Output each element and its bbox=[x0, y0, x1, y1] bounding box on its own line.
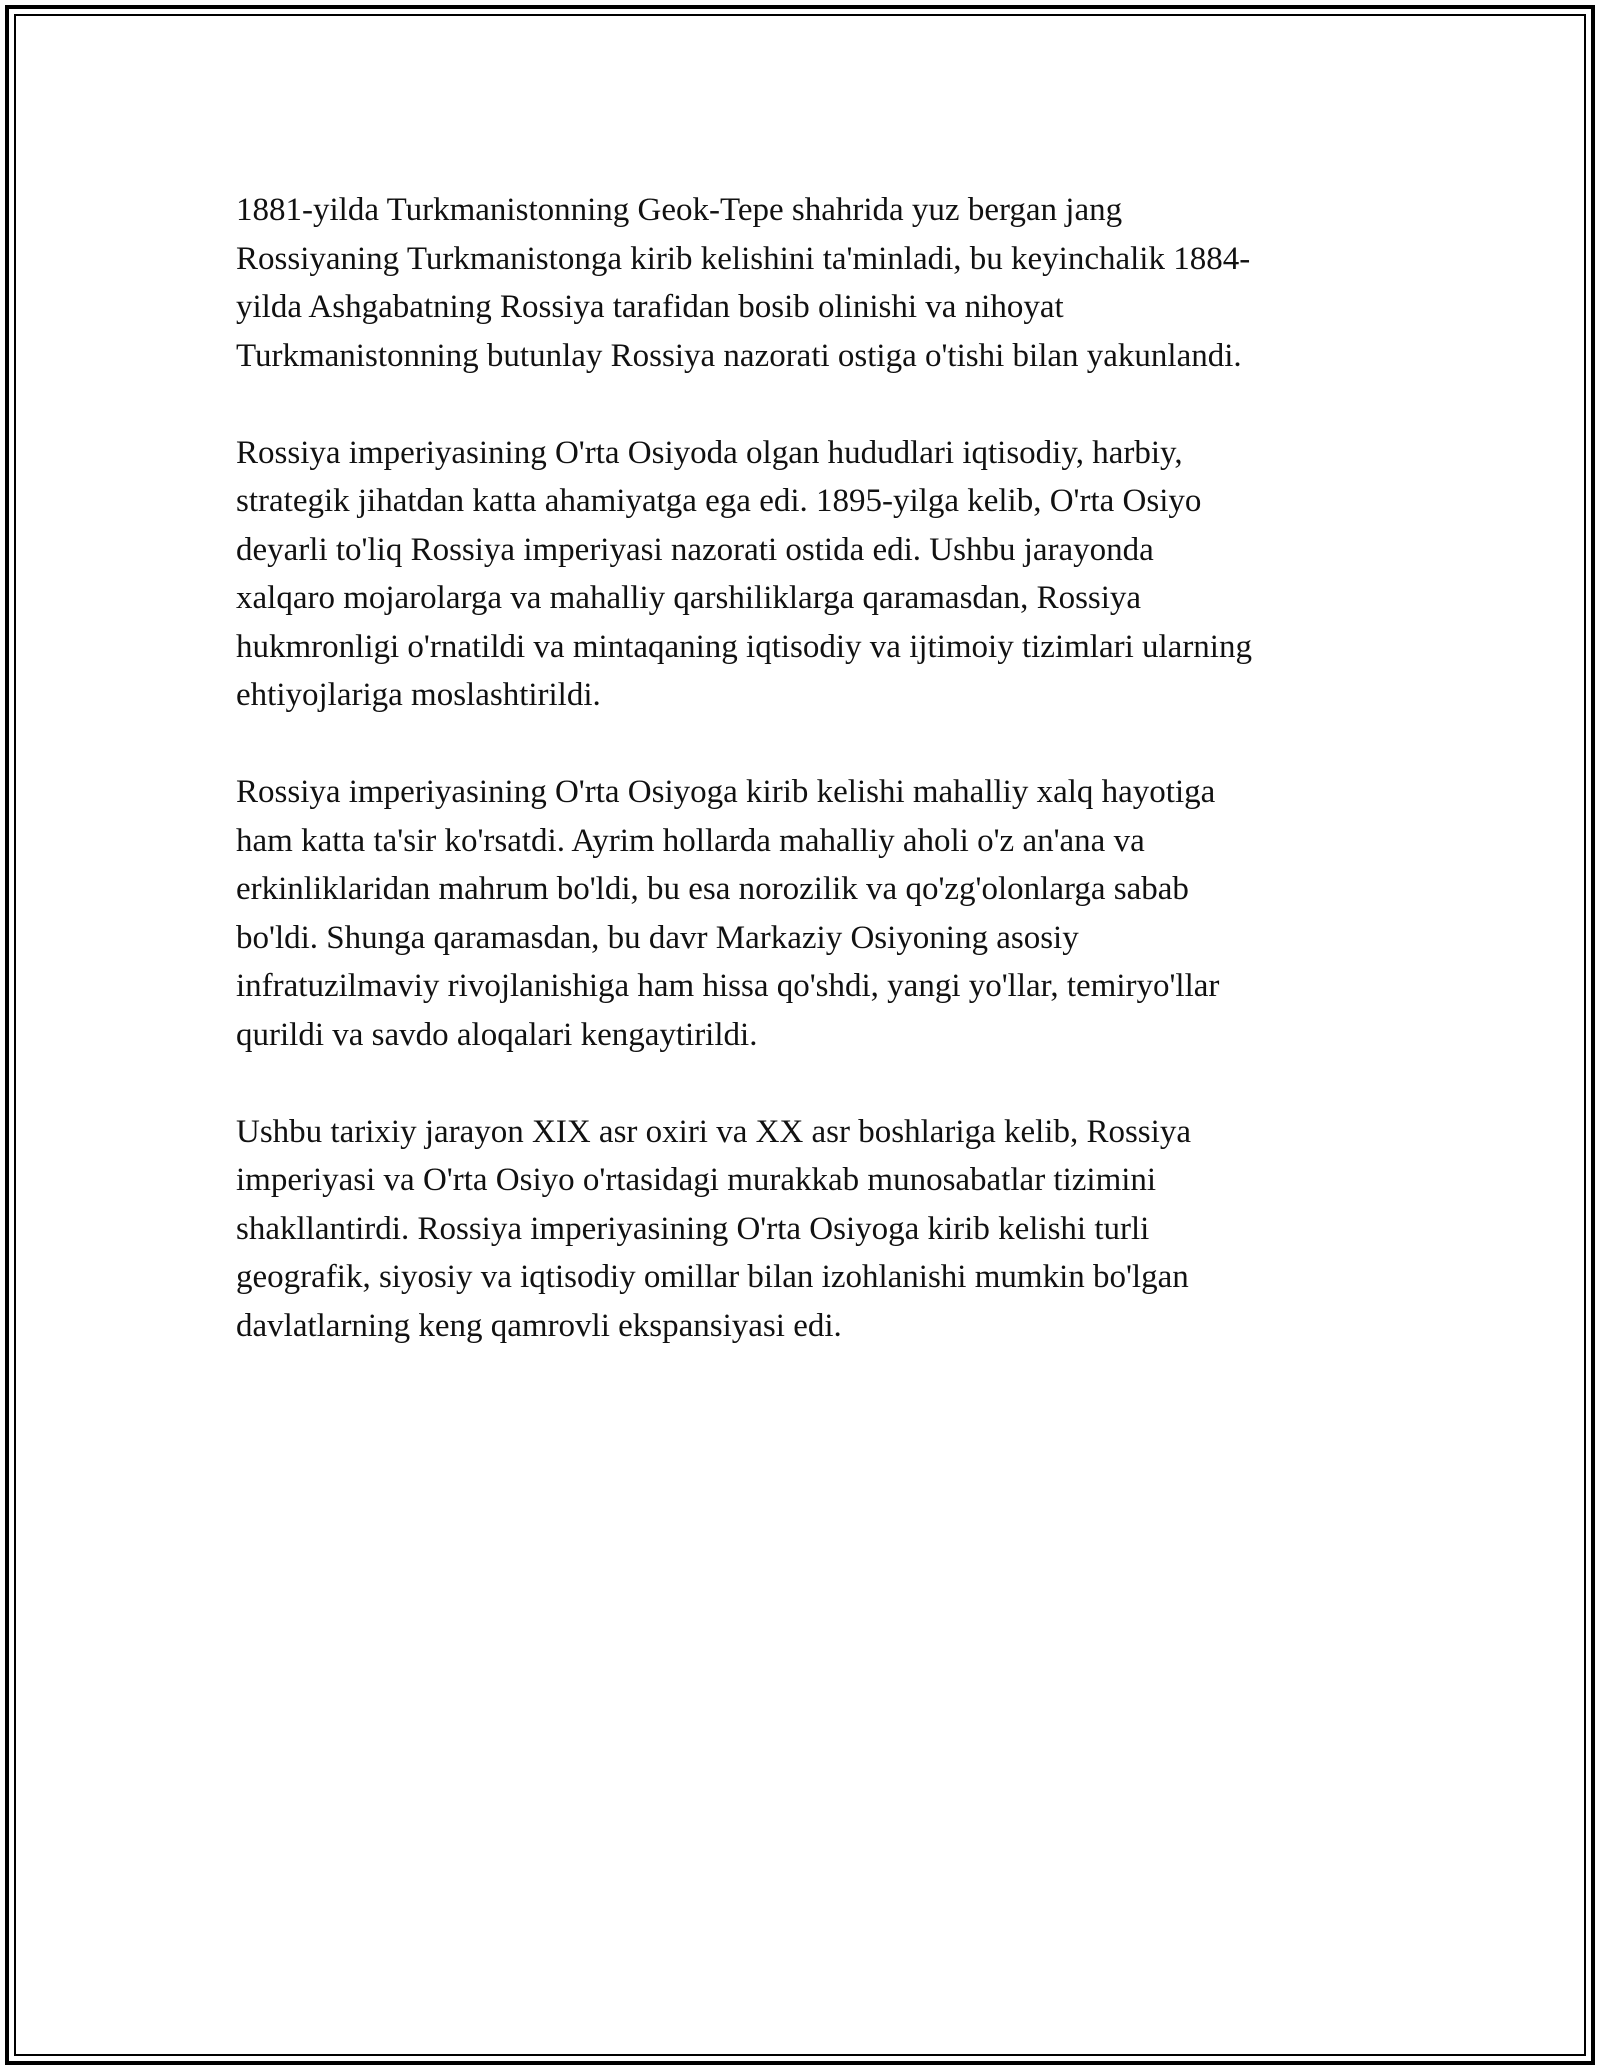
text-line: strategik jihatdan katta ahamiyatga ega edi. 1895-yilga kelib, O'rta Osiyo bbox=[236, 483, 1202, 519]
text-line: Rossiya imperiyasining O'rta Osiyoda olgan hududlari iqtisodiy, harbiy, bbox=[236, 434, 1183, 471]
paragraph-2 bbox=[236, 429, 1376, 720]
text-line: Rossiya imperiyasining O'rta Osiyoga kirib kelishi mahalliy xalq hayotiga bbox=[236, 774, 1216, 810]
text-line: yilda Ashgabatning Rossiya tarafidan bosib olinishi va nihoyat bbox=[236, 289, 1064, 325]
text-line: hukmronligi o'rnatildi va mintaqaning iqtisodiy va ijtimoiy tizimlari ularning bbox=[236, 628, 1252, 665]
text-line: qurildi va savdo aloqalari kengaytirildi. bbox=[236, 1016, 758, 1053]
text-line: erkinliklaridan mahrum bo'ldi, bu esa norozilik va qo'zg'olonlarga sabab bbox=[236, 871, 1189, 907]
text-line: 1881-yilda Turkmanistonning Geok-Tepe shahrida yuz bergan jang bbox=[236, 192, 1123, 228]
text-line: Ushbu tarixiy jarayon XIX asr oxiri va XX asr boshlariga kelib, Rossiya bbox=[236, 1113, 1191, 1150]
text-line: Turkmanistonning butunlay Rossiya nazorati ostiga o'tishi bilan yakunlandi. bbox=[236, 337, 1242, 374]
text-line: infratuzilmaviy rivojlanishiga ham hissa qo'shdi, yangi yo'llar, temiryo'llar bbox=[236, 968, 1220, 1004]
paragraph-1 bbox=[236, 186, 1376, 380]
text-line: deyarli to'liq Rossiya imperiyasi nazorati ostida edi. Ushbu jarayonda bbox=[236, 531, 1154, 568]
text-line: shakllantirdi. Rossiya imperiyasining O'rta Osiyoga kirib kelishi turli bbox=[236, 1210, 1150, 1247]
text-line: davlatlarning keng qamrovli ekspansiyasi edi. bbox=[236, 1307, 842, 1344]
text-line: ehtiyojlariga moslashtirildi. bbox=[236, 677, 601, 713]
document-body bbox=[236, 186, 1376, 1399]
text-line: Rossiyaning Turkmanistonga kirib kelishini ta'minladi, bu keyinchalik 1884- bbox=[236, 240, 1251, 277]
text-line: geografik, siyosiy va iqtisodiy omillar bilan izohlanishi mumkin bo'lgan bbox=[236, 1259, 1189, 1295]
paragraph-3 bbox=[236, 768, 1376, 1059]
text-line: xalqaro mojarolarga va mahalliy qarshiliklarga qaramasdan, Rossiya bbox=[236, 580, 1142, 616]
text-line: bo'ldi. Shunga qaramasdan, bu davr Markaziy Osiyoning asosiy bbox=[236, 919, 1079, 956]
text-line: imperiyasi va O'rta Osiyo o'rtasidagi murakkab munosabatlar tizimini bbox=[236, 1162, 1157, 1198]
text-line: ham katta ta'sir ko'rsatdi. Ayrim hollarda mahalliy aholi o'z an'ana va bbox=[236, 822, 1145, 859]
paragraph-4 bbox=[236, 1108, 1376, 1351]
